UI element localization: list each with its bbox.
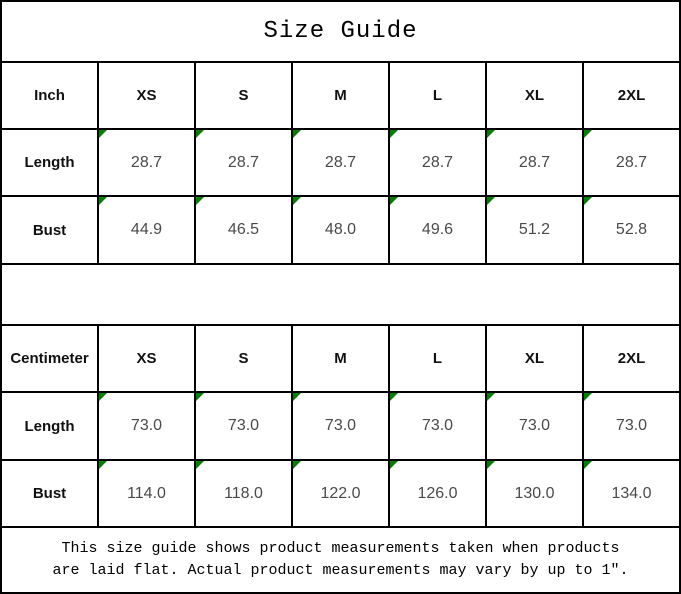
- cell-value: 118.0: [224, 484, 263, 502]
- inch-size-header-s: S: [196, 63, 293, 128]
- inch-unit-label: Inch: [2, 63, 99, 128]
- cell-value: 73.0: [324, 417, 357, 434]
- cell-corner-marker: [487, 393, 495, 401]
- cell-value: 114.0: [127, 484, 166, 502]
- cell-corner-marker: [196, 130, 204, 138]
- cell-corner-marker: [584, 130, 592, 138]
- cm-length-l: [390, 393, 487, 459]
- cm-length-row: [2, 393, 679, 461]
- cm-size-header-xs: XS: [99, 326, 196, 391]
- cell-value: 130.0: [514, 484, 555, 502]
- cm-size-header-m: M: [293, 326, 390, 391]
- cell-corner-marker: [99, 130, 107, 138]
- cell-value: 134.0: [611, 484, 652, 502]
- cell-corner-marker: [584, 197, 592, 205]
- cm-length-m: [293, 393, 390, 459]
- cm-length-label: Length: [2, 393, 99, 459]
- cell-value: 44.9: [130, 221, 163, 238]
- cell-value: 51.2: [518, 221, 551, 238]
- cell-corner-marker: [293, 393, 301, 401]
- cell-value: 49.6: [421, 221, 454, 238]
- cell-corner-marker: [99, 393, 107, 401]
- cell-value: 73.0: [518, 417, 551, 434]
- inch-bust-xs: [99, 197, 196, 263]
- inch-bust-xl: [487, 197, 584, 263]
- cm-bust-l: [390, 461, 487, 526]
- cell-value: 52.8: [615, 221, 648, 238]
- inch-bust-label: Bust: [2, 197, 99, 263]
- inch-size-header-2xl: 2XL: [617, 87, 646, 104]
- cell-corner-marker: [293, 197, 301, 205]
- cell-value: 73.0: [130, 417, 163, 434]
- cm-bust-xs: [99, 461, 196, 526]
- cell-corner-marker: [390, 461, 398, 469]
- cm-bust-s: [196, 461, 293, 526]
- cell-value: 73.0: [615, 417, 648, 434]
- cm-size-header-s: S: [196, 326, 293, 391]
- cell-corner-marker: [584, 461, 592, 469]
- cell-value: 28.7: [130, 153, 163, 171]
- page-title: Size Guide: [263, 18, 418, 45]
- cm-unit-label: Centimeter: [2, 326, 99, 391]
- inch-bust-s: [196, 197, 293, 263]
- cell-corner-marker: [487, 130, 495, 138]
- cm-bust-label: Bust: [2, 461, 99, 526]
- cm-bust-row: [2, 461, 679, 528]
- cell-corner-marker: [487, 197, 495, 205]
- cell-corner-marker: [487, 461, 495, 469]
- cell-corner-marker: [196, 197, 204, 205]
- cm-header-row: [2, 326, 679, 393]
- inch-length-label: Length: [2, 130, 99, 195]
- footer-note-line2: are laid flat. Actual product measurements may vary by up to 1″.: [52, 562, 629, 579]
- cell-corner-marker: [99, 197, 107, 205]
- cell-corner-marker: [196, 461, 204, 469]
- cm-length-xs: [99, 393, 196, 459]
- inch-length-m: [293, 130, 390, 195]
- cm-bust-m: [293, 461, 390, 526]
- inch-bust-m: [293, 197, 390, 263]
- footer-note: [2, 528, 679, 592]
- cell-value: 122.0: [320, 484, 361, 502]
- cell-corner-marker: [99, 461, 107, 469]
- cell-corner-marker: [196, 393, 204, 401]
- cell-corner-marker: [390, 197, 398, 205]
- inch-length-2xl: [584, 130, 679, 195]
- cell-value: 28.7: [324, 153, 357, 171]
- inch-bust-2xl: [584, 197, 679, 263]
- cell-corner-marker: [390, 393, 398, 401]
- inch-size-header-l: L: [390, 63, 487, 128]
- cell-corner-marker: [293, 130, 301, 138]
- cm-length-xl: [487, 393, 584, 459]
- cm-length-2xl: [584, 393, 679, 459]
- cell-value: 28.7: [227, 153, 260, 171]
- inch-size-header-xl: XL: [487, 63, 584, 128]
- inch-size-header-xs: XS: [99, 63, 196, 128]
- cell-value: 46.5: [227, 221, 260, 238]
- footer-note-line1: This size guide shows product measurements taken when products: [61, 540, 620, 557]
- inch-length-row: [2, 130, 679, 197]
- inch-bust-row: [2, 197, 679, 265]
- cell-value: 28.7: [615, 153, 648, 171]
- cm-size-header-2xl: 2XL: [617, 350, 646, 367]
- cell-value: 28.7: [421, 153, 454, 171]
- cell-corner-marker: [293, 461, 301, 469]
- cell-value: 126.0: [417, 484, 458, 502]
- cm-size-header-l: L: [390, 326, 487, 391]
- inch-header-row: [2, 63, 679, 130]
- cm-bust-xl: [487, 461, 584, 526]
- inch-bust-l: [390, 197, 487, 263]
- inch-length-l: [390, 130, 487, 195]
- cm-size-header-xl: XL: [487, 326, 584, 391]
- spacer-row: [2, 265, 679, 326]
- cell-corner-marker: [584, 393, 592, 401]
- cm-bust-2xl: [584, 461, 679, 526]
- inch-size-header-m: M: [293, 63, 390, 128]
- cell-value: 73.0: [227, 417, 260, 434]
- inch-length-xs: [99, 130, 196, 195]
- inch-length-s: [196, 130, 293, 195]
- cell-value: 73.0: [421, 417, 454, 434]
- cell-value: 48.0: [324, 221, 357, 238]
- cell-value: 28.7: [518, 153, 551, 171]
- cell-corner-marker: [390, 130, 398, 138]
- title-row: [2, 2, 679, 63]
- inch-length-xl: [487, 130, 584, 195]
- cm-length-s: [196, 393, 293, 459]
